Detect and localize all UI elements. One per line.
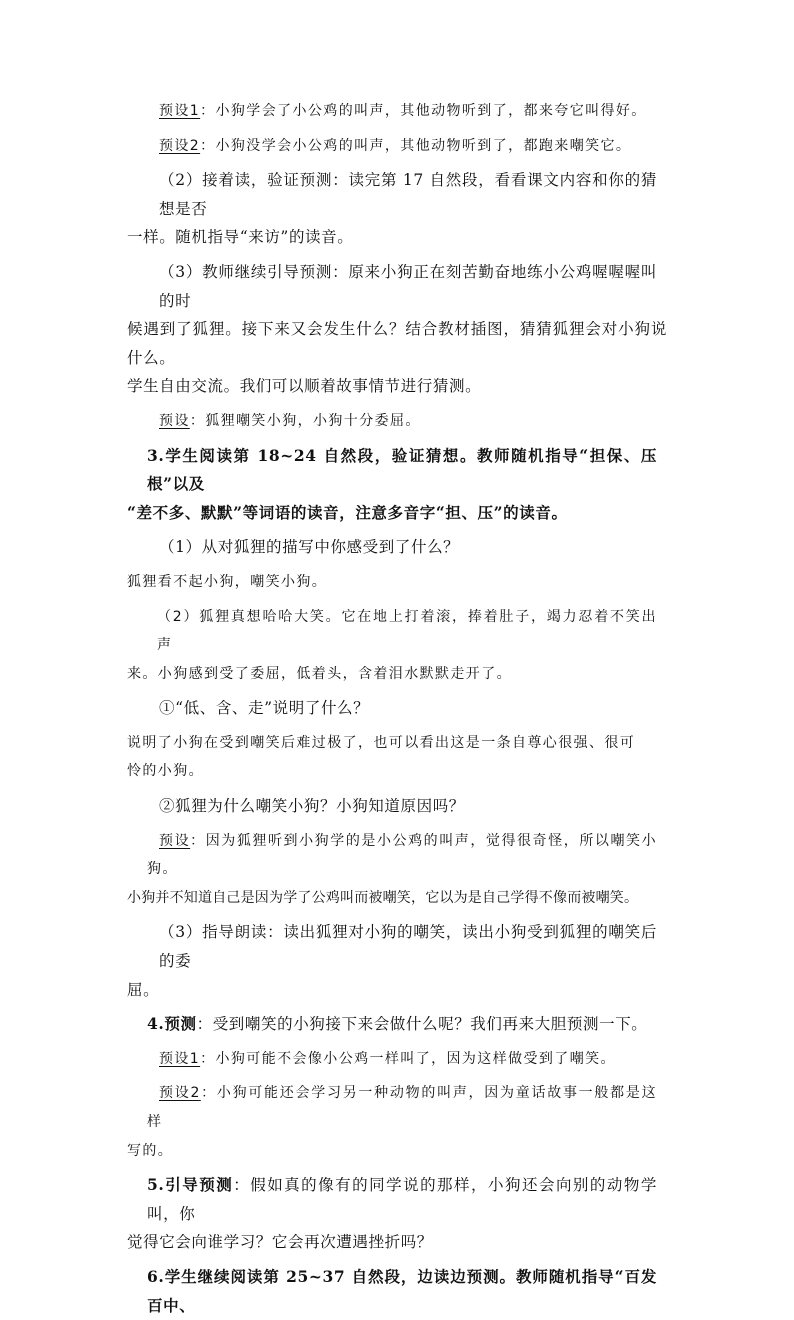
paragraph-line: （3）指导朗读：读出狐狸对小狗的嘲笑，读出小狗受到狐狸的嘲笑后的委 (159, 923, 657, 971)
paragraph-line (147, 1079, 657, 1136)
paragraph-question-2: ①“低、含、走”说明了什么？ (159, 699, 370, 718)
step-lead: 5.引导预测 (147, 1175, 234, 1195)
paragraph-preset-1b (147, 1045, 657, 1074)
step-lead: 4.预测 (147, 1014, 197, 1034)
paragraph-question-1: （1）从对狐狸的描写中你感受到了什么？ (159, 538, 460, 557)
paragraph-line (147, 1171, 657, 1228)
paragraph-line: 屈。 (127, 980, 160, 999)
paragraph-teacher-guide (127, 258, 667, 401)
paragraph-text: ：受到嘲笑的小狗接下来会做什么呢？我们再来大胆预测一下。 (196, 1015, 648, 1034)
preset-label: 预设2 (159, 137, 201, 154)
paragraph-preset-1 (147, 97, 657, 126)
paragraph-line (147, 827, 657, 884)
paragraph-line: （3）教师继续引导预测：原来小狗正在刻苦勤奋地练小公鸡喔喔喔叫的时 (159, 262, 657, 310)
paragraph-answer-2 (127, 729, 657, 786)
paragraph-step-4 (147, 1010, 657, 1039)
paragraph-step-5 (127, 1171, 657, 1257)
paragraph-text: ：小狗可能还会学习另一种动物的叫声，因为童话故事一般都是这样 (147, 1085, 657, 1130)
paragraph-preset-2b (127, 1079, 657, 1165)
paragraph-line: 来。小狗感到受了委屈，低着头，含着泪水默默走开了。 (127, 665, 512, 682)
paragraph-preset-2 (147, 132, 657, 161)
paragraph-line: 觉得它会向谁学习？它会再次遭遇挫折吗？ (127, 1233, 433, 1252)
paragraph-text: ：小狗没学会小公鸡的叫声，其他动物听到了，都跑来嘲笑它。 (200, 137, 632, 154)
preset-label: 预设1 (159, 1050, 201, 1067)
paragraph-verify-prediction (127, 166, 657, 252)
document-body (127, 97, 667, 1320)
paragraph-line: （2）接着读，验证预测：读完第 17 自然段，看看课文内容和你的猜想是否 (159, 171, 657, 218)
preset-label: 预设1 (159, 103, 201, 119)
paragraph-quote (127, 603, 657, 689)
paragraph-preset-reason (127, 827, 657, 913)
paragraph-line: 3.学生阅读第 18~24 自然段，验证猜想。教师随机指导“担保、压根”以及 (147, 445, 657, 494)
paragraph-preset (147, 407, 657, 436)
paragraph-answer-1: 狐狸看不起小狗，嘲笑小狗。 (127, 573, 328, 590)
paragraph-line: 学生自由交流。我们可以顺着故事情节进行猜测。 (127, 377, 482, 396)
paragraph-line: 说明了小狗在受到嘲笑后难过极了，也可以看出这是一条自尊心很强、很可 (127, 734, 636, 751)
preset-label: 预设 (159, 412, 190, 429)
paragraph-reading-guide (127, 918, 657, 1004)
paragraph-line: 写的。 (127, 1142, 174, 1159)
paragraph-text: ：假如真的像有的同学说的那样，小狗还会向别的动物学叫，你 (147, 1176, 657, 1223)
paragraph-text: ：小狗学会了小公鸡的叫声，其他动物听到了，都来夸它叫得好。 (200, 103, 647, 119)
paragraph-text: ：因为狐狸听到小狗学的是小公鸡的叫声，觉得很奇怪，所以嘲笑小狗。 (147, 832, 657, 878)
paragraph-step-3 (127, 442, 657, 528)
paragraph-question-3: ②狐狸为什么嘲笑小狗？小狗知道原因吗？ (159, 797, 465, 816)
preset-label: 预设2 (159, 1085, 201, 1102)
paragraph-line: （2）狐狸真想哈哈大笑。它在地上打着滚，捧着肚子，竭力忍着不笑出声 (157, 608, 657, 654)
paragraph-line: 一样。随机指导“来访”的读音。 (127, 228, 354, 247)
paragraph-line: 怜的小狗。 (127, 763, 204, 780)
paragraph-line: “差不多、默默”等词语的读音，注意多音字“担、压”的读音。 (127, 502, 568, 522)
paragraph-text: ：狐狸嘲笑小狗，小狗十分委屈。 (189, 412, 421, 429)
paragraph-line: 小狗并不知道自己是因为学了公鸡叫而被嘲笑，它以为是自己学得不像而被嘲笑。 (127, 889, 639, 906)
paragraph-text: ：小狗可能不会像小公鸡一样叫了，因为这样做受到了嘲笑。 (200, 1050, 616, 1067)
paragraph-line: 候遇到了狐狸。接下来又会发生什么？结合教材插图，猜猜狐狸会对小狗说什么。 (127, 320, 667, 367)
paragraph-step-6: 6.学生继续阅读第 25~37 自然段，边读边预测。教师随机指导“百发百中、 (147, 1266, 657, 1315)
preset-label: 预设 (159, 832, 191, 849)
